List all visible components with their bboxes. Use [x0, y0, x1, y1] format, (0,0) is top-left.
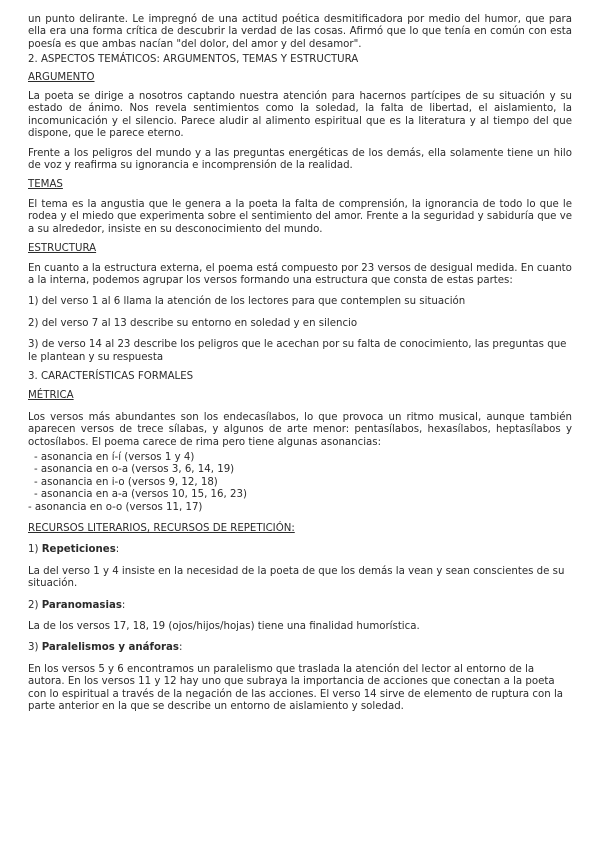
paranomasias-colon: :	[121, 599, 126, 611]
repeticiones-label: Repeticiones	[41, 544, 116, 556]
paralelismos-colon: :	[178, 642, 183, 654]
paralelismos-heading	[28, 642, 572, 654]
recursos-title: RECURSOS LITERARIOS, RECURSOS DE REPETICIÓN:	[28, 523, 295, 534]
list-item: - asonancia en o-o (versos 11, 17)	[28, 501, 203, 513]
argumento-title: ARGUMENTO	[28, 71, 95, 83]
metrica-paragraph: Los versos más abundantes son los endecasílabos, lo que provoca un ritmo musical, aunque también aparecen versos de trece sílabas, y algunos de arte menor: pentasílabos, hexasílabos, heptasílabos y octosílabos. El poema carece de rima pero tiene algunas asonancias:	[28, 411, 572, 448]
section-2-heading: 2. ASPECTOS TEMÁTICOS: ARGUMENTOS, TEMAS Y ESTRUCTURA	[28, 54, 359, 66]
paranomasias-label: Paranomasias	[41, 599, 122, 611]
estructura-title: ESTRUCTURA	[28, 243, 97, 255]
repeticiones-text: La del verso 1 y 4 insiste en la necesidad de la poeta de que los demás la vean y sean conscientes de su situación.	[28, 565, 565, 590]
repeticiones-number: 1)	[28, 544, 42, 556]
document-page	[28, 14, 572, 713]
repeticiones-heading	[28, 544, 572, 556]
intro-paragraph: un punto delirante. Le impregnó de una actitud poética desmitificadora por medio del humor, que para ella era una forma crítica de descubrir la verdad de las cosas. Afirmó que lo que tenía en común con esta poesía es que ambas nacían "del dolor, del amor y del desamor".	[28, 14, 572, 50]
argumento-paragraph-2: Frente a los peligros del mundo y a las preguntas energéticas de los demás, ella solamente tiene un hilo de voz y reafirma su ignorancia e incomprensión de la realidad.	[28, 147, 572, 172]
asonancias-list	[28, 452, 572, 514]
estructura-part-2: 2) del verso 7 al 13 describe su entorno en soledad y en silencio	[28, 317, 358, 329]
paranomasias-text: La de los versos 17, 18, 19 (ojos/hijos/hojas) tiene una finalidad humorística.	[28, 621, 420, 633]
paralelismos-text: En los versos 5 y 6 encontramos un paralelismo que traslada la atención del lector al entorno de la autora. En los versos 11 y 12 hay uno que subraya la importancia de acciones que conectan a la poeta con lo espiritual a través de la negación de las acciones. El verso 14 sirve de elemento de ruptura con la parte anterior en la que se describe un entorno de aislamiento y soledad.	[28, 663, 564, 713]
list-item: - asonancia en o-a (versos 3, 6, 14, 19)	[34, 464, 235, 476]
list-item: - asonancia en i-o (versos 9, 12, 18)	[34, 476, 218, 488]
list-item: - asonancia en a-a (versos 10, 15, 16, 23)	[34, 489, 247, 501]
estructura-paragraph: En cuanto a la estructura externa, el poema está compuesto por 23 versos de desigual medida. En cuanto a la interna, podemos agrupar los versos formando una estructura que consta de estas partes:	[28, 262, 572, 286]
paranomasias-heading	[28, 600, 572, 612]
argumento-paragraph-1: La poeta se dirige a nosotros captando nuestra atención para hacernos partícipes de su situación y su estado de ánimo. Nos revela sentimientos como la soledad, la falta de libertad, el aislamiento, la incomunicación y el silencio. Parece aludir al alimento espiritual que es la literatura y al tiempo del que dispone, que le parece eterno.	[28, 91, 572, 140]
paralelismos-label: Paralelismos y anáforas	[41, 642, 179, 654]
section-3-heading: 3. CARACTERÍSTICAS FORMALES	[28, 370, 194, 382]
paralelismos-number: 3)	[28, 642, 42, 654]
list-item: - asonancia en í-í (versos 1 y 4)	[34, 451, 195, 463]
repeticiones-colon: :	[115, 544, 120, 556]
metrica-title: MÉTRICA	[28, 390, 74, 402]
temas-title: TEMAS	[28, 179, 63, 191]
temas-paragraph: El tema es la angustia que le genera a la poeta la falta de comprensión, la ignorancia de todo lo que le rodea y el miedo que experimenta sobre el sentimiento del amor. Frente a la seguridad y sabiduría que ve a su alrededor, insiste en su desconocimiento del mundo.	[28, 198, 572, 235]
estructura-part-1: 1) del verso 1 al 6 llama la atención de los lectores para que contemplen su situación	[28, 296, 466, 308]
paranomasias-number: 2)	[28, 599, 42, 611]
estructura-part-3: 3) de verso 14 al 23 describe los peligros que le acechan por su falta de conocimiento, las preguntas que le plantean y su respuesta	[28, 339, 567, 363]
